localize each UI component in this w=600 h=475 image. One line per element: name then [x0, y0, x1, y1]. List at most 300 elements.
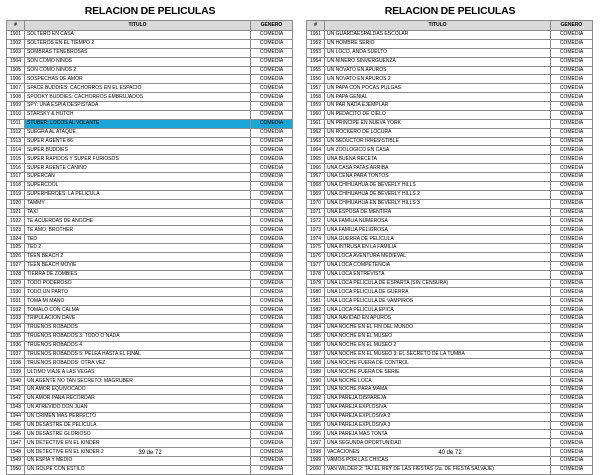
movie-genre: COMEDIA	[551, 164, 593, 173]
table-row[interactable]	[7, 128, 293, 137]
table-row[interactable]	[307, 439, 593, 448]
movie-genre: COMEDIA	[551, 119, 593, 128]
row-number: 1938	[7, 359, 25, 368]
row-number: 1962	[307, 128, 325, 137]
table-row[interactable]	[307, 119, 593, 128]
movie-title: UN SEDUCTOR IRRESISTIBLE	[325, 137, 551, 146]
movie-genre: COMEDIA	[251, 75, 293, 84]
table-row[interactable]	[307, 93, 593, 102]
table-row[interactable]	[7, 93, 293, 102]
movie-genre: COMEDIA	[251, 359, 293, 368]
table-row[interactable]	[307, 173, 593, 182]
table-row[interactable]	[307, 377, 593, 386]
movie-title: VAN WILDER 2: TAJ EL REY DE LAS FIESTAS (2a. DE FIESTA SALVAJE)	[325, 465, 551, 474]
row-number: 1959	[307, 102, 325, 111]
table-row[interactable]	[7, 332, 293, 341]
table-row[interactable]	[7, 359, 293, 368]
column-header-genre: GENERO	[551, 21, 593, 31]
table-row[interactable]	[7, 57, 293, 66]
movie-genre: COMEDIA	[251, 297, 293, 306]
movie-title: UNA CHIHUAHUA DE BEVERLY HILLS 2	[325, 190, 551, 199]
table-row[interactable]	[307, 386, 593, 395]
table-row[interactable]	[7, 421, 293, 430]
row-number: 1945	[7, 421, 25, 430]
row-number: 1913	[7, 137, 25, 146]
movie-title: UN NIÑERO SINVERGÜENZA	[325, 57, 551, 66]
movie-genre: COMEDIA	[551, 48, 593, 57]
row-number: 1997	[307, 439, 325, 448]
movie-genre: COMEDIA	[551, 128, 593, 137]
row-number: 1960	[307, 110, 325, 119]
row-number: 1981	[307, 297, 325, 306]
movie-title: SOMBRAS TENEBROSAS	[25, 48, 251, 57]
row-number: 1986	[307, 341, 325, 350]
movie-title: TED 2	[25, 244, 251, 253]
row-number: 1942	[7, 394, 25, 403]
movie-genre: COMEDIA	[251, 155, 293, 164]
row-number: 1984	[307, 323, 325, 332]
table-row[interactable]	[307, 350, 593, 359]
movie-title: TIERRA DE ZOMBIES	[25, 270, 251, 279]
table-row[interactable]	[7, 190, 293, 199]
movie-title: UNA CASA PATAS ARRIBA	[325, 164, 551, 173]
movie-genre: COMEDIA	[251, 31, 293, 40]
table-row[interactable]	[307, 315, 593, 324]
table-row[interactable]	[7, 315, 293, 324]
table-row[interactable]	[7, 394, 293, 403]
movie-genre: COMEDIA	[551, 403, 593, 412]
row-number: 1995	[307, 421, 325, 430]
table-row[interactable]	[307, 457, 593, 466]
table-row[interactable]	[307, 208, 593, 217]
movie-title: UN AMOR EQUIVOCADO	[25, 386, 251, 395]
table-row[interactable]	[7, 146, 293, 155]
movie-title: VACACIONES	[325, 448, 551, 457]
movie-title: UNA LOCA PELICULA DE ESPARTA (SIN CENSURA)	[325, 279, 551, 288]
movie-title: TEEN BEACH 2	[25, 252, 251, 261]
row-number: 1964	[307, 146, 325, 155]
movie-title: TED	[25, 235, 251, 244]
table-row[interactable]	[307, 430, 593, 439]
movie-genre: COMEDIA	[251, 190, 293, 199]
row-number: 1976	[307, 252, 325, 261]
movie-genre: COMEDIA	[551, 323, 593, 332]
table-row[interactable]	[7, 252, 293, 261]
movie-title: UNA NOCHE PARA MAMA	[325, 386, 551, 395]
movie-title: UNA LOCA ENTREVISTA	[325, 270, 551, 279]
table-row[interactable]	[307, 279, 593, 288]
movie-title: UN PAPA GENIAL	[325, 93, 551, 102]
row-number: 1910	[7, 110, 25, 119]
movie-title: UNA GUERRA DE PELICULA	[325, 235, 551, 244]
movie-title: UN DESASTRE DE PELICULA	[25, 421, 251, 430]
table-row[interactable]	[7, 306, 293, 315]
table-row[interactable]	[7, 323, 293, 332]
movie-genre: COMEDIA	[551, 439, 593, 448]
table-row[interactable]	[307, 306, 593, 315]
movie-genre: COMEDIA	[551, 146, 593, 155]
table-row[interactable]	[7, 181, 293, 190]
movie-title: TOMALO CON CALMA	[25, 306, 251, 315]
movie-genre: COMEDIA	[251, 412, 293, 421]
table-row[interactable]	[307, 146, 593, 155]
row-number: 1914	[7, 146, 25, 155]
page-number: 40 de 72	[438, 450, 462, 456]
table-row[interactable]	[7, 412, 293, 421]
table-row[interactable]	[307, 403, 593, 412]
row-number: 1947	[7, 439, 25, 448]
movie-title: UNA NOCHE LOCA	[325, 377, 551, 386]
table-row[interactable]	[307, 323, 593, 332]
movie-genre: COMEDIA	[551, 217, 593, 226]
movie-title: UNA CHIHUAHUA EN BEVERLY HILLS 3	[325, 199, 551, 208]
movie-title: UN AMOR PARA RECORDAR	[25, 394, 251, 403]
row-number: 1916	[7, 164, 25, 173]
movie-title: UN GUARDAESPALDAS ESCOLAR	[325, 31, 551, 40]
movie-genre: COMEDIA	[251, 235, 293, 244]
row-number: 1977	[307, 261, 325, 270]
movie-genre: COMEDIA	[251, 448, 293, 457]
row-number: 1992	[307, 394, 325, 403]
movie-genre: COMEDIA	[251, 146, 293, 155]
table-row[interactable]	[307, 164, 593, 173]
movie-title: UNA PAREJA EXPLOSIVA 3	[325, 421, 551, 430]
row-number: 1946	[7, 430, 25, 439]
movie-genre: COMEDIA	[251, 315, 293, 324]
table-row[interactable]	[7, 368, 293, 377]
movie-genre: COMEDIA	[551, 430, 593, 439]
row-number: 1908	[7, 93, 25, 102]
movie-title: UNA PAREJA EXPLOSIVA 2	[325, 412, 551, 421]
table-row[interactable]	[307, 359, 593, 368]
row-number: 1969	[307, 190, 325, 199]
table-row[interactable]	[7, 403, 293, 412]
table-row[interactable]	[307, 66, 593, 75]
row-number: 1918	[7, 181, 25, 190]
table-row[interactable]	[7, 270, 293, 279]
movie-genre: COMEDIA	[551, 155, 593, 164]
table-row[interactable]	[7, 48, 293, 57]
table-row[interactable]	[307, 181, 593, 190]
table-row[interactable]	[307, 252, 593, 261]
table-row[interactable]	[7, 75, 293, 84]
movie-title: SUPER AGENTE 86	[25, 137, 251, 146]
table-row[interactable]	[7, 66, 293, 75]
movie-title: UN AGENTE NO TAN SECRETO: MAGRUBER	[25, 377, 251, 386]
movie-title: SOSPECHAS DE AMOR	[25, 75, 251, 84]
movie-genre: COMEDIA	[551, 199, 593, 208]
movie-title: UNA PAREJA EXPLOSIVA	[325, 403, 551, 412]
row-number: 1993	[307, 403, 325, 412]
movie-title: UNA LOCA PELICULA EPICA	[325, 306, 551, 315]
table-row[interactable]	[7, 199, 293, 208]
table-row[interactable]	[7, 235, 293, 244]
movie-title: SUPERHEROES: LA PELICULA	[25, 190, 251, 199]
table-row[interactable]	[307, 270, 593, 279]
movie-genre: COMEDIA	[251, 84, 293, 93]
movie-genre: COMEDIA	[251, 403, 293, 412]
row-number: 1985	[307, 332, 325, 341]
movie-title: SOLTERO EN CASA	[25, 31, 251, 40]
table-row[interactable]	[307, 84, 593, 93]
row-number: 1983	[307, 315, 325, 324]
page-title: RELACION DE PELICULAS	[84, 5, 216, 17]
table-row[interactable]	[307, 75, 593, 84]
row-number: 1920	[7, 199, 25, 208]
row-number: 1930	[7, 288, 25, 297]
row-number: 1965	[307, 155, 325, 164]
movie-genre: COMEDIA	[551, 84, 593, 93]
movie-title: VAMOS POR LAS CHICAS	[325, 457, 551, 466]
movie-genre: COMEDIA	[251, 270, 293, 279]
movie-genre: COMEDIA	[251, 377, 293, 386]
movie-title: UN PAR NADA EJEMPLAR	[325, 102, 551, 111]
table-row[interactable]	[307, 48, 593, 57]
row-number: 1902	[7, 39, 25, 48]
movie-title: UNA NOCHE FUERA DE SERIE	[325, 368, 551, 377]
row-number: 1933	[7, 315, 25, 324]
movie-title: STUBER: LOCOS AL VOLANTE	[25, 119, 251, 128]
row-number: 1912	[7, 128, 25, 137]
movie-genre: COMEDIA	[251, 261, 293, 270]
movie-title: SPY: UNA ESPIA DESPISTADA	[25, 102, 251, 111]
row-number: 1950	[7, 465, 25, 474]
row-number: 1957	[307, 84, 325, 93]
table-row[interactable]	[7, 137, 293, 146]
table-row[interactable]	[7, 350, 293, 359]
table-row[interactable]	[307, 137, 593, 146]
movie-genre: COMEDIA	[251, 394, 293, 403]
movie-genre: COMEDIA	[551, 288, 593, 297]
movie-genre: COMEDIA	[551, 190, 593, 199]
movie-title: UN ZOOLOGICO EN CASA	[325, 146, 551, 155]
movie-genre: COMEDIA	[551, 394, 593, 403]
movie-genre: COMEDIA	[551, 377, 593, 386]
row-number: 1922	[7, 217, 25, 226]
movie-title: STARSKY & HUTCH	[25, 110, 251, 119]
row-number: 1925	[7, 244, 25, 253]
column-header-number: #	[7, 21, 25, 31]
table-row[interactable]	[7, 465, 293, 474]
table-row[interactable]	[307, 226, 593, 235]
table-row[interactable]	[307, 217, 593, 226]
row-number: 1955	[307, 66, 325, 75]
movie-genre: COMEDIA	[551, 137, 593, 146]
table-row[interactable]	[307, 102, 593, 111]
table-row[interactable]	[7, 279, 293, 288]
table-row[interactable]	[307, 288, 593, 297]
movie-genre: COMEDIA	[251, 252, 293, 261]
row-number: 1996	[307, 430, 325, 439]
movie-title: UN ESPIA Y MEDIO	[25, 457, 251, 466]
table-row[interactable]	[307, 244, 593, 253]
movie-genre: COMEDIA	[551, 306, 593, 315]
row-number: 1901	[7, 31, 25, 40]
row-number: 1903	[7, 48, 25, 57]
table-row[interactable]	[307, 421, 593, 430]
movie-title: UNA NOCHE EN EL MUSEO 2	[325, 341, 551, 350]
movie-genre: COMEDIA	[551, 332, 593, 341]
table-row[interactable]	[7, 430, 293, 439]
table-row[interactable]	[7, 386, 293, 395]
table-row[interactable]	[7, 39, 293, 48]
table-row[interactable]	[307, 31, 593, 40]
table-row[interactable]	[7, 297, 293, 306]
movie-genre: COMEDIA	[551, 341, 593, 350]
row-number: 1963	[307, 137, 325, 146]
column-header-number: #	[307, 21, 325, 31]
table-row[interactable]	[7, 261, 293, 270]
table-row[interactable]	[7, 288, 293, 297]
movie-genre: COMEDIA	[551, 457, 593, 466]
movie-genre: COMEDIA	[251, 350, 293, 359]
row-number: 1928	[7, 270, 25, 279]
table-body	[7, 31, 293, 475]
table-row[interactable]	[307, 368, 593, 377]
table-row[interactable]	[307, 465, 593, 474]
table-row[interactable]	[7, 439, 293, 448]
movie-title: UN PRINCIPE EN NUEVA YORK	[325, 119, 551, 128]
row-number: 1911	[7, 119, 25, 128]
row-number: 1982	[307, 306, 325, 315]
document-page-left	[6, 0, 294, 473]
row-number: 1904	[7, 57, 25, 66]
movie-title: UNA LOCA PELICULA DE VAMPIROS	[325, 297, 551, 306]
movie-title: TAMMY	[25, 199, 251, 208]
table-row[interactable]	[307, 261, 593, 270]
movie-title: UNA NOCHE EN EL MUSEO	[325, 332, 551, 341]
table-row[interactable]	[307, 394, 593, 403]
row-number: 1951	[307, 31, 325, 40]
movie-genre: COMEDIA	[251, 244, 293, 253]
movie-genre: COMEDIA	[251, 288, 293, 297]
movie-title: ULTIMO VIAJE A LAS VEGAS	[25, 368, 251, 377]
table-row[interactable]	[307, 199, 593, 208]
movie-genre: COMEDIA	[551, 235, 593, 244]
table-row[interactable]	[307, 341, 593, 350]
movie-title: UN DESASTRE GLORIOSO	[25, 430, 251, 439]
row-number: 1958	[307, 93, 325, 102]
table-row[interactable]	[307, 190, 593, 199]
movie-genre: COMEDIA	[251, 368, 293, 377]
table-row[interactable]	[7, 457, 293, 466]
table-row[interactable]	[7, 119, 293, 128]
table-row[interactable]	[7, 31, 293, 40]
movie-genre: COMEDIA	[551, 252, 593, 261]
table-row[interactable]	[7, 217, 293, 226]
movie-genre: COMEDIA	[251, 93, 293, 102]
movie-title: UN ATREVIDO DON JUAN	[25, 403, 251, 412]
movie-title: UNA NOCHE FUERA DE CONTROL	[325, 359, 551, 368]
table-row[interactable]	[7, 173, 293, 182]
row-number: 1966	[307, 164, 325, 173]
row-number: 1967	[307, 173, 325, 182]
row-number: 1999	[307, 457, 325, 466]
row-number: 1961	[307, 119, 325, 128]
table-row[interactable]	[7, 377, 293, 386]
table-row[interactable]	[307, 297, 593, 306]
movie-genre: COMEDIA	[251, 181, 293, 190]
movie-genre: COMEDIA	[551, 412, 593, 421]
row-number: 2000	[307, 465, 325, 474]
movie-title: SPACE BUDDIES: CACHORROS EN EL ESPACIO	[25, 84, 251, 93]
row-number: 1906	[7, 75, 25, 84]
table-row[interactable]	[307, 332, 593, 341]
table-row[interactable]	[307, 155, 593, 164]
row-number: 1917	[7, 173, 25, 182]
table-row[interactable]	[307, 39, 593, 48]
movie-title: UNA BUENA RECETA	[325, 155, 551, 164]
movie-title: SUPERCAN	[25, 173, 251, 182]
table-row[interactable]	[7, 155, 293, 164]
movie-title: TRUENOS ROBADOS 5: PELEA HASTA EL FINAL	[25, 350, 251, 359]
movie-title: SUPERCOOL	[25, 181, 251, 190]
column-header-title: TITULO	[25, 21, 251, 31]
table-row[interactable]	[307, 57, 593, 66]
movie-title: SUEGRA AL ATAQUE	[25, 128, 251, 137]
movie-genre: COMEDIA	[551, 66, 593, 75]
movie-genre: COMEDIA	[251, 439, 293, 448]
movie-genre: COMEDIA	[551, 386, 593, 395]
table-row[interactable]	[7, 164, 293, 173]
table-row[interactable]	[307, 235, 593, 244]
table-row[interactable]	[7, 244, 293, 253]
row-number: 1927	[7, 261, 25, 270]
row-number: 1924	[7, 235, 25, 244]
row-number: 1990	[307, 377, 325, 386]
row-number: 1921	[7, 208, 25, 217]
row-number: 1926	[7, 252, 25, 261]
row-number: 1944	[7, 412, 25, 421]
movie-genre: COMEDIA	[551, 421, 593, 430]
row-number: 1905	[7, 66, 25, 75]
movie-title: UN HOMBRE SERIO	[325, 39, 551, 48]
table-row[interactable]	[7, 208, 293, 217]
table-row[interactable]	[7, 341, 293, 350]
table-row[interactable]	[7, 226, 293, 235]
row-number: 1954	[307, 57, 325, 66]
table-row[interactable]	[7, 110, 293, 119]
row-number: 1937	[7, 350, 25, 359]
row-number: 1972	[307, 217, 325, 226]
movie-genre: COMEDIA	[251, 341, 293, 350]
movie-genre: COMEDIA	[251, 421, 293, 430]
movie-title: UNA LOCA COMPETENCIA	[325, 261, 551, 270]
movie-title: UNA PAREJA DISPAREJA	[325, 394, 551, 403]
row-number: 1978	[307, 270, 325, 279]
row-number: 1907	[7, 84, 25, 93]
movie-genre: COMEDIA	[551, 31, 593, 40]
table-row[interactable]	[307, 110, 593, 119]
movie-title: TAXI	[25, 208, 251, 217]
movie-genre: COMEDIA	[551, 57, 593, 66]
table-row[interactable]	[307, 128, 593, 137]
table-row[interactable]	[7, 102, 293, 111]
movie-genre: COMEDIA	[251, 208, 293, 217]
row-number: 1941	[7, 386, 25, 395]
row-number: 1952	[307, 39, 325, 48]
table-row[interactable]	[307, 412, 593, 421]
movie-genre: COMEDIA	[551, 181, 593, 190]
movie-genre: COMEDIA	[551, 102, 593, 111]
movie-title: TRUENOS ROBADOS 3: TODO O NADA	[25, 332, 251, 341]
movie-title: UNA LOCA AVENTURA MEDIEVAL	[325, 252, 551, 261]
table-row[interactable]	[7, 84, 293, 93]
row-number: 1934	[7, 323, 25, 332]
movie-genre: COMEDIA	[251, 164, 293, 173]
row-number: 1923	[7, 226, 25, 235]
movie-title: UNA CHIHUAHUA DE BEVERLY HILLS	[325, 181, 551, 190]
